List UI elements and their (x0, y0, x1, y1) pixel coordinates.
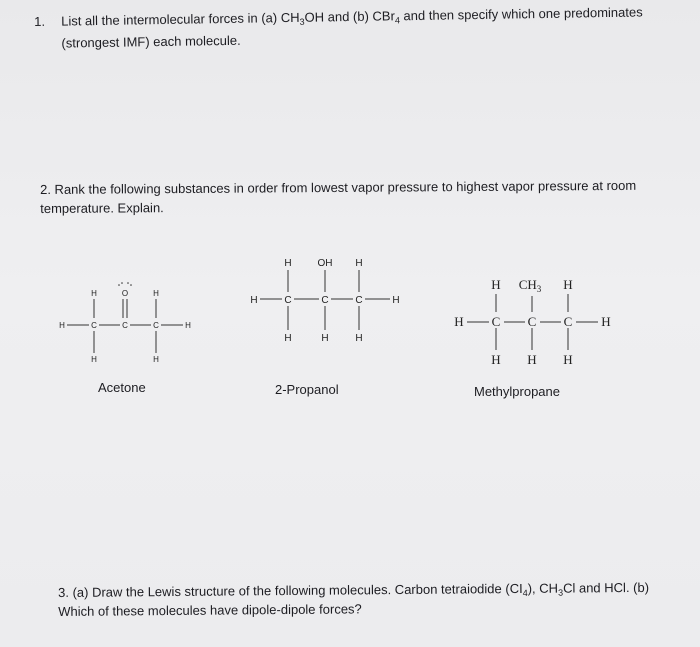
methylpropane-structure (448, 272, 628, 372)
propanol-oh: OH (317, 258, 333, 269)
acetone-h-bottom-right: H (153, 355, 159, 364)
propanol-c-left: C (284, 295, 292, 306)
methylpropane-h-bottom-center: H (527, 352, 537, 367)
methylpropane-h-right: H (601, 314, 611, 329)
question-2 (40, 175, 700, 218)
propanol-h-bottom-right: H (355, 333, 363, 344)
propanol-h-bottom-center: H (321, 333, 329, 344)
methylpropane-h-top-right: H (563, 277, 573, 292)
question-1-number: 1. (34, 13, 46, 29)
acetone-label: Acetone (98, 380, 146, 395)
methylpropane-ch3: $CH_3$ (518, 277, 542, 294)
question-1-line-1: List all the intermolecular forces in (a) $CH_3OH$ and (b) CBr$_4$ and then specify which one predominates (61, 4, 643, 29)
propanol-h-top-right: H (355, 258, 363, 269)
acetone-c-center: C (122, 321, 128, 330)
acetone-h-left: H (59, 321, 65, 330)
propanol-structure (244, 248, 414, 348)
question-3 (58, 577, 700, 621)
question-1-line-2: (strongest IMF) each molecule. (61, 32, 241, 51)
acetone-h-bottom-left: H (91, 355, 97, 364)
propanol-h-top-left: H (284, 258, 292, 269)
question-3-line-1: 3. (a) Draw the Lewis structure of the following molecules. Carbon tetraiodide $(CI_4)$, $CH_3Cl$ and HCl. (b) (58, 579, 650, 600)
question-1 (34, 1, 700, 51)
acetone-c-right: C (153, 321, 159, 330)
question-3-line-2: Which of these molecules have dipole-dipole forces? (58, 601, 362, 619)
methylpropane-c-left: C (491, 314, 501, 329)
methylpropane-diagram (448, 272, 628, 372)
acetone-structure (50, 276, 210, 376)
acetone-diagram (50, 276, 210, 376)
propanol-h-left: H (250, 295, 258, 306)
propanol-c-right: C (355, 295, 363, 306)
acetone-c-left: C (91, 321, 97, 330)
acetone-o: O (121, 289, 129, 298)
acetone-lone-pairs (118, 282, 132, 286)
propanol-c-center: C (321, 295, 329, 306)
methylpropane-c-right: C (563, 314, 573, 329)
question-2-line-2: temperature. Explain. (40, 200, 164, 216)
propanol-diagram (244, 248, 414, 348)
acetone-h-top-right: H (153, 289, 159, 298)
question-2-line-1: 2. Rank the following substances in order from lowest vapor pressure to highest vapor pressure at room (40, 177, 637, 197)
propanol-h-right: H (392, 295, 400, 306)
methylpropane-h-top-left: H (491, 277, 501, 292)
methylpropane-h-bottom-right: H (563, 352, 573, 367)
methylpropane-h-left: H (454, 314, 464, 329)
methylpropane-label: Methylpropane (474, 384, 560, 399)
propanol-label: 2-Propanol (275, 382, 339, 397)
acetone-h-top-left: H (91, 289, 97, 298)
methylpropane-h-bottom-left: H (491, 352, 501, 367)
methylpropane-c-center: C (527, 314, 537, 329)
propanol-h-bottom-left: H (284, 333, 292, 344)
acetone-h-right: H (185, 321, 191, 330)
